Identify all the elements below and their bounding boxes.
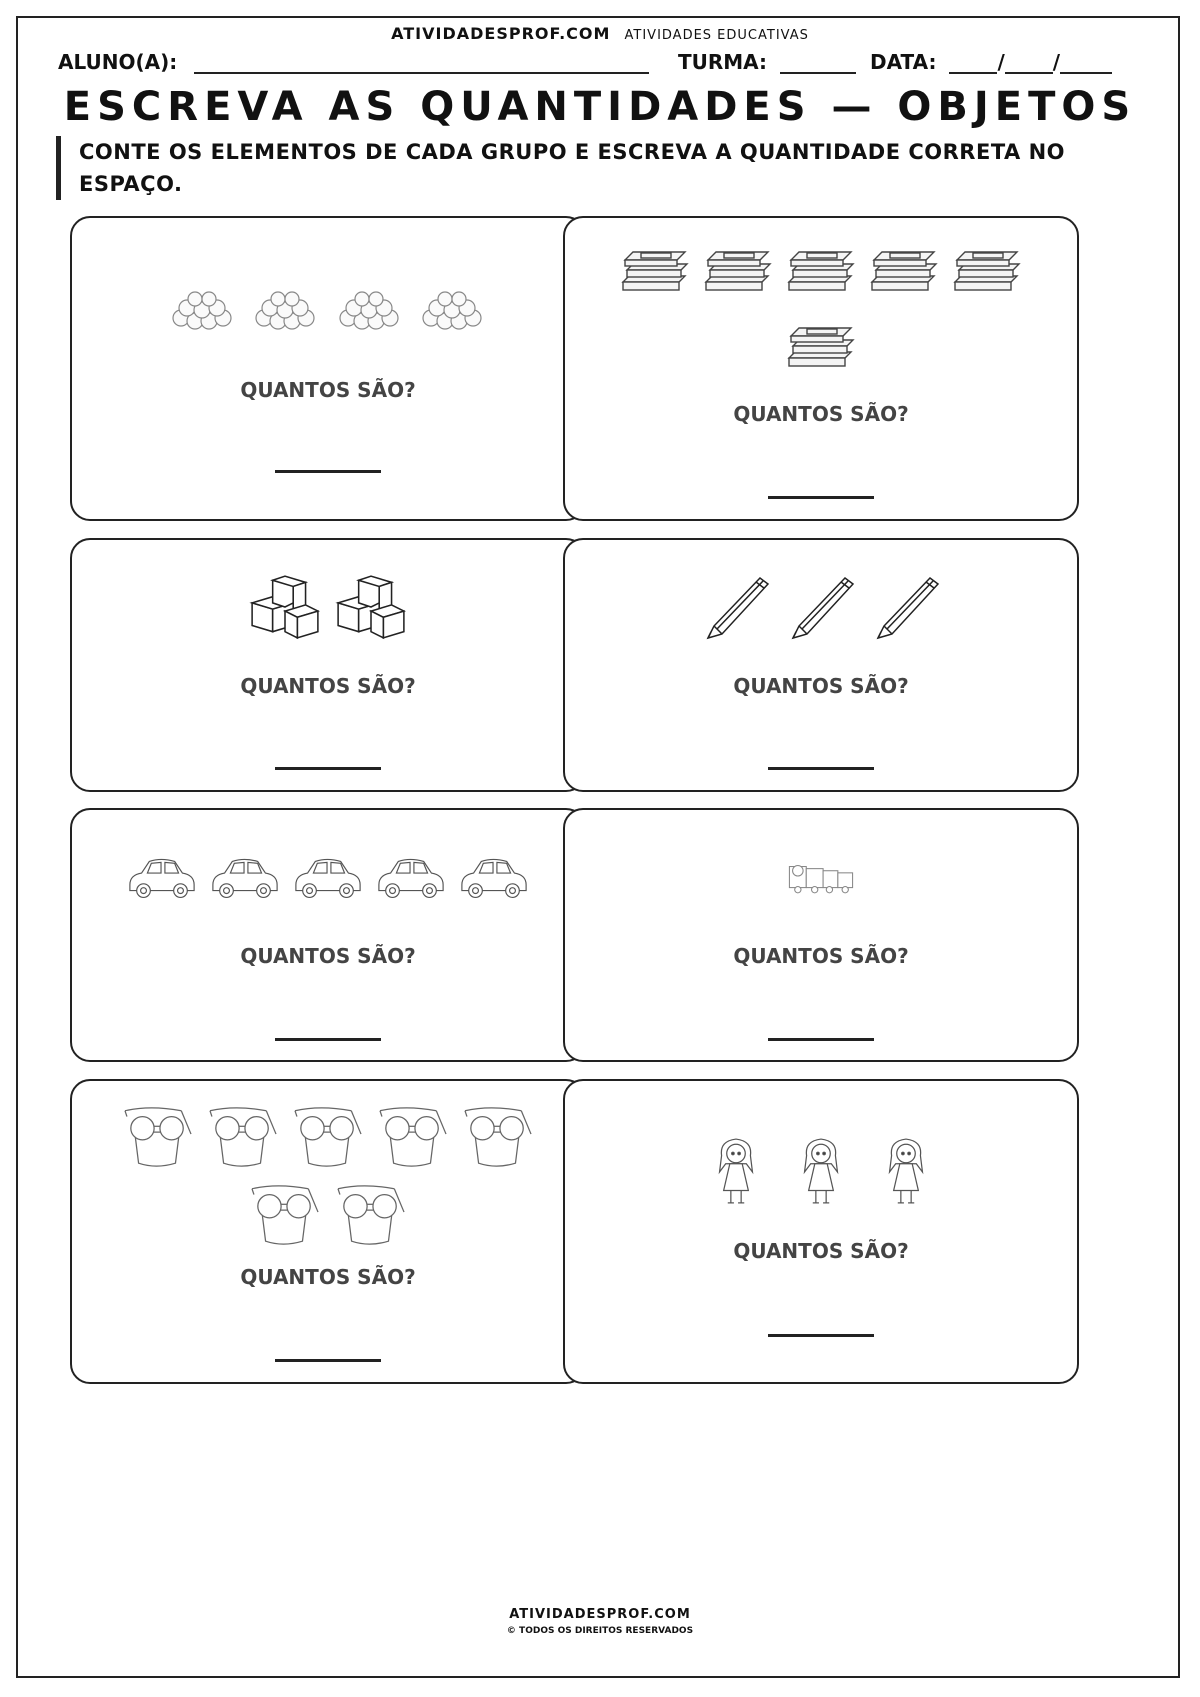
answer-line[interactable] (275, 470, 381, 473)
student-fields (58, 50, 1148, 80)
object-group (565, 1137, 1077, 1207)
car-icon (458, 850, 530, 902)
question-label: QUANTOS SÃO? (733, 1239, 909, 1263)
book-stack-icon (619, 246, 691, 296)
student-name-line[interactable] (194, 52, 649, 74)
question-label: QUANTOS SÃO? (240, 378, 416, 402)
glasses-cup-icon (461, 1103, 535, 1169)
glasses-cup-icon (291, 1103, 365, 1169)
glasses-cup-icon (334, 1181, 408, 1247)
date-separator: / (997, 50, 1005, 74)
pencil-icon (870, 572, 942, 644)
date-label: DATA: (870, 50, 937, 74)
count-card (563, 808, 1079, 1062)
book-stack-icon (868, 246, 940, 296)
answer-line[interactable] (275, 1359, 381, 1362)
date-day-line[interactable] (949, 52, 997, 74)
car-icon (375, 850, 447, 902)
marble-pile-icon (250, 286, 322, 334)
class-field (678, 50, 856, 74)
date-field (870, 50, 1112, 74)
marble-pile-icon (417, 286, 489, 334)
question-label: QUANTOS SÃO? (733, 402, 909, 426)
count-card (563, 538, 1079, 792)
object-group (565, 322, 1077, 372)
site-header (0, 24, 1200, 43)
marble-pile-icon (167, 286, 239, 334)
book-stack-icon (785, 322, 857, 372)
footer-rights: © TODOS OS DIREITOS RESERVADOS (506, 1626, 694, 1636)
girl-doll-icon (711, 1137, 761, 1207)
class-label: TURMA: (678, 50, 768, 74)
student-label: ALUNO(A): (58, 50, 178, 74)
date-month-line[interactable] (1005, 52, 1053, 74)
question-label: QUANTOS SÃO? (733, 674, 909, 698)
answer-line[interactable] (275, 1038, 381, 1041)
answer-line[interactable] (768, 767, 874, 770)
site-name: ATIVIDADESPROF.COM (391, 24, 611, 43)
car-icon (209, 850, 281, 902)
footer-site: ATIVIDADESPROF.COM (509, 1607, 691, 1622)
pencil-icon (785, 572, 857, 644)
date-year-line[interactable] (1060, 52, 1112, 74)
instruction-text: CONTE OS ELEMENTOS DE CADA GRUPO E ESCREVA A QUANTIDADE CORRETA NO ESPAÇO. (56, 136, 1089, 200)
object-group (72, 1181, 584, 1247)
girl-doll-icon (881, 1137, 931, 1207)
answer-line[interactable] (768, 496, 874, 499)
question-label: QUANTOS SÃO? (733, 944, 909, 968)
object-group (72, 286, 584, 334)
girl-doll-icon (796, 1137, 846, 1207)
object-group (565, 856, 1077, 896)
cube-stack-icon (248, 572, 322, 642)
count-card (70, 1079, 586, 1384)
pencil-icon (700, 572, 772, 644)
count-card (70, 216, 586, 521)
object-group (565, 572, 1077, 644)
car-icon (126, 850, 198, 902)
count-card (563, 216, 1079, 521)
question-label: QUANTOS SÃO? (240, 944, 416, 968)
object-group (565, 246, 1077, 296)
object-group (72, 1103, 584, 1169)
car-icon (292, 850, 364, 902)
answer-line[interactable] (768, 1334, 874, 1337)
class-line[interactable] (780, 52, 856, 74)
page-title: ESCREVA AS QUANTIDADES — OBJETOS (63, 84, 1137, 130)
glasses-cup-icon (121, 1103, 195, 1169)
book-stack-icon (951, 246, 1023, 296)
answer-line[interactable] (275, 767, 381, 770)
object-group (72, 572, 584, 642)
count-card (70, 538, 586, 792)
date-separator: / (1052, 50, 1061, 74)
student-field (58, 50, 649, 74)
site-subtitle: ATIVIDADES EDUCATIVAS (624, 28, 809, 43)
cube-stack-icon (334, 572, 408, 642)
train-icon (787, 856, 855, 896)
question-label: QUANTOS SÃO? (240, 1265, 416, 1289)
glasses-cup-icon (248, 1181, 322, 1247)
count-card (70, 808, 586, 1062)
glasses-cup-icon (206, 1103, 280, 1169)
glasses-cup-icon (376, 1103, 450, 1169)
object-group (72, 850, 584, 902)
question-label: QUANTOS SÃO? (240, 674, 416, 698)
marble-pile-icon (334, 286, 406, 334)
book-stack-icon (702, 246, 774, 296)
answer-line[interactable] (768, 1038, 874, 1041)
book-stack-icon (785, 246, 857, 296)
count-card (563, 1079, 1079, 1384)
